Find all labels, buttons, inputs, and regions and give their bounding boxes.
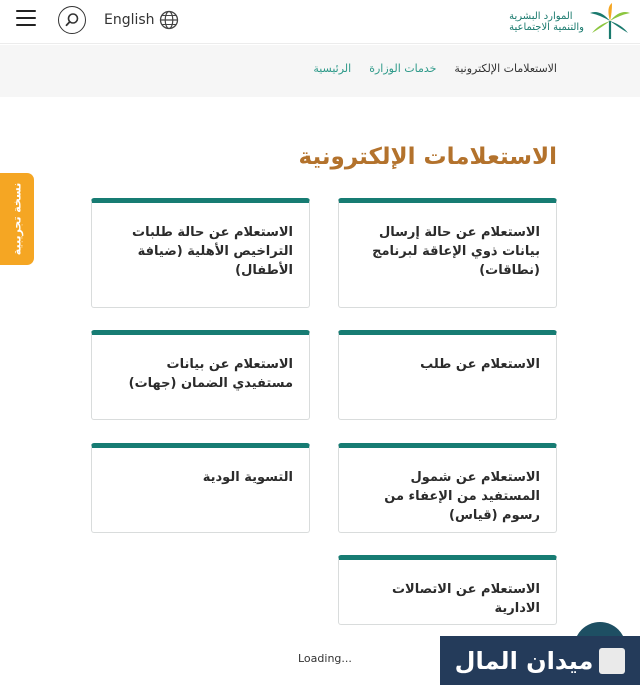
- palm-logo-icon: [588, 3, 632, 41]
- loading-text: Loading...: [298, 652, 352, 665]
- card-label: الاستعلام عن الاتصالات الادارية: [391, 582, 540, 616]
- logo-line-1: الموارد البشرية: [509, 11, 573, 22]
- card-label: التسوية الودية: [202, 470, 293, 485]
- card-label: الاستعلام عن حالة إرسال بيانات ذوي الإعاقة لبرنامج (نطاقات): [372, 225, 540, 278]
- search-button[interactable]: [58, 6, 86, 34]
- inquiry-card-amicable-settlement[interactable]: [91, 443, 310, 533]
- inquiry-card-request[interactable]: [338, 330, 557, 420]
- watermark-banner: [440, 636, 640, 685]
- breadcrumb-bar: [0, 45, 640, 97]
- inquiry-card-disability-nitaqat[interactable]: [338, 198, 557, 308]
- hamburger-menu-icon[interactable]: [16, 10, 36, 26]
- inquiry-card-administrative-communications[interactable]: [338, 555, 557, 625]
- inquiry-card-childcare-licenses[interactable]: [91, 198, 310, 308]
- breadcrumb-current: الاستعلامات الإلكترونية: [454, 62, 557, 75]
- breadcrumb-home-link[interactable]: الرئيسية: [313, 62, 352, 75]
- page-title: الاستعلامات الإلكترونية: [298, 144, 557, 170]
- globe-icon: [159, 10, 179, 30]
- language-switch-button[interactable]: [104, 10, 179, 30]
- inquiry-card-qiyas-exemption[interactable]: [338, 443, 557, 533]
- trial-version-tab[interactable]: [0, 173, 34, 265]
- ministry-logo[interactable]: [506, 2, 632, 42]
- card-label: الاستعلام عن بيانات مستفيدي الضمان (جهات): [128, 357, 293, 391]
- card-label: الاستعلام عن حالة طلبات التراخيص الأهلية (ضيافة الأطفال): [132, 225, 293, 278]
- trial-version-label: نسخة تجريبية: [10, 182, 24, 256]
- watermark-text: ميدان المال: [454, 646, 594, 675]
- top-header: [0, 0, 640, 44]
- language-label: English: [104, 12, 155, 28]
- search-icon: [64, 12, 80, 28]
- card-label: الاستعلام عن شمول المستفيد من الإعفاء من رسوم (قياس): [384, 470, 540, 523]
- breadcrumb-services-link[interactable]: خدمات الوزارة: [369, 62, 437, 75]
- breadcrumb: [313, 62, 557, 75]
- inquiry-card-social-security[interactable]: [91, 330, 310, 420]
- card-label: الاستعلام عن طلب: [420, 357, 540, 372]
- logo-line-2: والتنمية الاجتماعية: [509, 22, 584, 33]
- watermark-logo-icon: [599, 648, 625, 674]
